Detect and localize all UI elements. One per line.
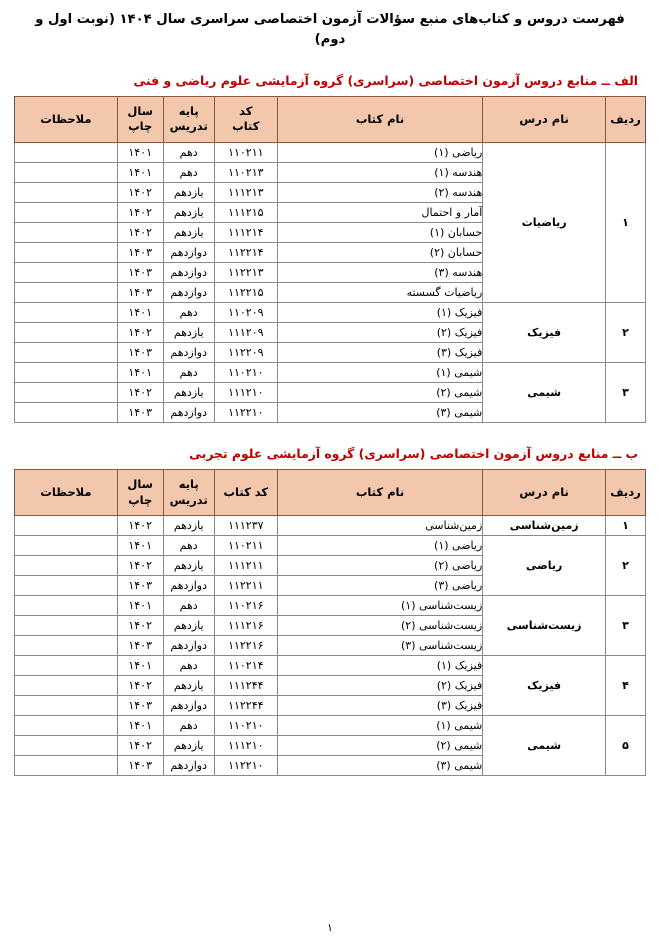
cell-book-name: هندسه (۳) bbox=[277, 262, 483, 282]
cell-book-code: ۱۱۱۲۰۹ bbox=[214, 322, 277, 342]
section-a bbox=[0, 72, 660, 423]
cell-notes bbox=[15, 262, 118, 282]
cell-print-year: ۱۴۰۱ bbox=[117, 656, 163, 676]
cell-print-year: ۱۴۰۳ bbox=[117, 636, 163, 656]
cell-book-name: زیست‌شناسی (۳) bbox=[277, 636, 483, 656]
column-header-radif: ردیف bbox=[606, 470, 646, 516]
cell-notes bbox=[15, 716, 118, 736]
cell-book-name: ریاضیات گسسته bbox=[277, 282, 483, 302]
cell-notes bbox=[15, 656, 118, 676]
cell-book-name: زیست‌شناسی (۲) bbox=[277, 616, 483, 636]
cell-notes bbox=[15, 596, 118, 616]
column-header-bookname: نام کتاب bbox=[277, 96, 483, 142]
cell-subject-name: ریاضیات bbox=[483, 142, 606, 302]
cell-row-number: ۱ bbox=[606, 142, 646, 302]
table-row bbox=[15, 596, 646, 616]
cell-notes bbox=[15, 322, 118, 342]
cell-book-code: ۱۱۱۲۴۴ bbox=[214, 676, 277, 696]
cell-notes bbox=[15, 736, 118, 756]
cell-print-year: ۱۴۰۲ bbox=[117, 616, 163, 636]
cell-grade-level: یازدهم bbox=[163, 516, 214, 536]
cell-row-number: ۲ bbox=[606, 536, 646, 596]
cell-book-name: هندسه (۲) bbox=[277, 182, 483, 202]
cell-book-code: ۱۱۱۲۳۷ bbox=[214, 516, 277, 536]
cell-book-name: فیزیک (۲) bbox=[277, 676, 483, 696]
cell-print-year: ۱۴۰۳ bbox=[117, 696, 163, 716]
cell-grade-level: یازدهم bbox=[163, 676, 214, 696]
table-row bbox=[15, 716, 646, 736]
cell-grade-level: دهم bbox=[163, 142, 214, 162]
cell-book-name: شیمی (۲) bbox=[277, 382, 483, 402]
cell-print-year: ۱۴۰۳ bbox=[117, 756, 163, 776]
cell-notes bbox=[15, 536, 118, 556]
cell-notes bbox=[15, 162, 118, 182]
cell-print-year: ۱۴۰۳ bbox=[117, 402, 163, 422]
cell-row-number: ۵ bbox=[606, 716, 646, 776]
column-header-salchap bbox=[117, 470, 163, 516]
cell-row-number: ۳ bbox=[606, 596, 646, 656]
cell-row-number: ۱ bbox=[606, 516, 646, 536]
cell-print-year: ۱۴۰۲ bbox=[117, 676, 163, 696]
cell-subject-name: زمین‌شناسی bbox=[483, 516, 606, 536]
section-b-table-wrapper bbox=[0, 469, 660, 776]
cell-grade-level: یازدهم bbox=[163, 322, 214, 342]
column-header-radif: ردیف bbox=[606, 96, 646, 142]
cell-book-name: آمار و احتمال bbox=[277, 202, 483, 222]
cell-subject-name: زیست‌شناسی bbox=[483, 596, 606, 656]
column-header-darsname: نام درس bbox=[483, 470, 606, 516]
cell-print-year: ۱۴۰۱ bbox=[117, 596, 163, 616]
cell-book-name: حسابان (۱) bbox=[277, 222, 483, 242]
column-header-bookname: نام کتاب bbox=[277, 470, 483, 516]
cell-print-year: ۱۴۰۱ bbox=[117, 302, 163, 322]
cell-subject-name: فیزیک bbox=[483, 302, 606, 362]
table-body-math bbox=[15, 142, 646, 422]
cell-book-code: ۱۱۲۲۱۵ bbox=[214, 282, 277, 302]
cell-book-name: فیزیک (۳) bbox=[277, 342, 483, 362]
cell-book-name: ریاضی (۱) bbox=[277, 142, 483, 162]
section-b-heading: ب ــ منابع دروس آزمون اختصاصی (سراسری) گروه آزمایشی علوم تجربی bbox=[189, 445, 638, 461]
cell-grade-level: دوازدهم bbox=[163, 636, 214, 656]
column-header-darsname: نام درس bbox=[483, 96, 606, 142]
cell-book-code: ۱۱۱۲۱۱ bbox=[214, 556, 277, 576]
cell-print-year: ۱۴۰۱ bbox=[117, 362, 163, 382]
cell-book-name: شیمی (۳) bbox=[277, 402, 483, 422]
cell-grade-level: دهم bbox=[163, 162, 214, 182]
table-row bbox=[15, 656, 646, 676]
cell-notes bbox=[15, 516, 118, 536]
cell-notes bbox=[15, 676, 118, 696]
table-header-row bbox=[15, 96, 646, 142]
cell-book-code: ۱۱۰۲۱۰ bbox=[214, 716, 277, 736]
sources-table-experimental bbox=[14, 469, 646, 776]
cell-book-code: ۱۱۱۲۱۵ bbox=[214, 202, 277, 222]
cell-print-year: ۱۴۰۳ bbox=[117, 262, 163, 282]
cell-grade-level: یازدهم bbox=[163, 556, 214, 576]
cell-notes bbox=[15, 342, 118, 362]
table-header-row bbox=[15, 470, 646, 516]
table-row bbox=[15, 142, 646, 162]
cell-row-number: ۴ bbox=[606, 656, 646, 716]
cell-notes bbox=[15, 182, 118, 202]
column-header-payeh bbox=[163, 96, 214, 142]
cell-book-code: ۱۱۲۲۱۰ bbox=[214, 402, 277, 422]
page-title: فهرست دروس و کتاب‌های منبع سؤالات آزمون اختصاصی سراسری سال ۱۴۰۴ (نوبت اول و دوم) bbox=[35, 12, 625, 47]
column-header-line-1: پایه bbox=[178, 103, 199, 118]
cell-notes bbox=[15, 142, 118, 162]
cell-grade-level: دهم bbox=[163, 302, 214, 322]
cell-notes bbox=[15, 696, 118, 716]
cell-grade-level: یازدهم bbox=[163, 736, 214, 756]
column-header-line-1: سال bbox=[127, 103, 153, 118]
cell-grade-level: دهم bbox=[163, 656, 214, 676]
column-header-line-1: پایه bbox=[178, 477, 199, 492]
cell-grade-level: دهم bbox=[163, 716, 214, 736]
cell-book-name: شیمی (۱) bbox=[277, 362, 483, 382]
cell-notes bbox=[15, 382, 118, 402]
cell-notes bbox=[15, 242, 118, 262]
column-header-salchap bbox=[117, 96, 163, 142]
cell-book-code: ۱۱۱۲۱۰ bbox=[214, 382, 277, 402]
cell-print-year: ۱۴۰۱ bbox=[117, 162, 163, 182]
cell-grade-level: یازدهم bbox=[163, 616, 214, 636]
cell-grade-level: دوازدهم bbox=[163, 756, 214, 776]
cell-book-name: فیزیک (۳) bbox=[277, 696, 483, 716]
table-header-experimental bbox=[15, 470, 646, 516]
cell-grade-level: دوازدهم bbox=[163, 282, 214, 302]
cell-grade-level: دهم bbox=[163, 362, 214, 382]
cell-book-code: ۱۱۰۲۰۹ bbox=[214, 302, 277, 322]
column-header-line-2: کتاب bbox=[232, 119, 260, 134]
cell-row-number: ۳ bbox=[606, 362, 646, 422]
cell-print-year: ۱۴۰۳ bbox=[117, 342, 163, 362]
cell-grade-level: یازدهم bbox=[163, 182, 214, 202]
cell-book-code: ۱۱۰۲۱۱ bbox=[214, 536, 277, 556]
cell-notes bbox=[15, 282, 118, 302]
column-header-molahez: ملاحظات bbox=[15, 470, 118, 516]
cell-print-year: ۱۴۰۳ bbox=[117, 242, 163, 262]
cell-print-year: ۱۴۰۲ bbox=[117, 222, 163, 242]
cell-notes bbox=[15, 556, 118, 576]
cell-subject-name: شیمی bbox=[483, 362, 606, 422]
cell-book-name: هندسه (۱) bbox=[277, 162, 483, 182]
cell-book-code: ۱۱۲۲۴۴ bbox=[214, 696, 277, 716]
cell-grade-level: دهم bbox=[163, 596, 214, 616]
cell-print-year: ۱۴۰۳ bbox=[117, 576, 163, 596]
cell-grade-level: دوازدهم bbox=[163, 576, 214, 596]
table-row bbox=[15, 362, 646, 382]
column-header-line-2: تدریس bbox=[169, 119, 208, 134]
cell-grade-level: دوازدهم bbox=[163, 696, 214, 716]
cell-book-code: ۱۱۲۲۱۱ bbox=[214, 576, 277, 596]
sources-table-math bbox=[14, 96, 646, 423]
cell-book-code: ۱۱۰۲۱۶ bbox=[214, 596, 277, 616]
cell-print-year: ۱۴۰۱ bbox=[117, 142, 163, 162]
cell-print-year: ۱۴۰۲ bbox=[117, 736, 163, 756]
table-body-experimental bbox=[15, 516, 646, 776]
cell-book-code: ۱۱۰۲۱۳ bbox=[214, 162, 277, 182]
table-header-math bbox=[15, 96, 646, 142]
cell-book-name: فیزیک (۱) bbox=[277, 656, 483, 676]
cell-notes bbox=[15, 202, 118, 222]
column-header-line-2: چاپ bbox=[128, 492, 153, 507]
cell-book-code: ۱۱۱۲۱۰ bbox=[214, 736, 277, 756]
page-number: ۱ bbox=[327, 922, 333, 934]
cell-grade-level: یازدهم bbox=[163, 202, 214, 222]
cell-book-name: زیست‌شناسی (۱) bbox=[277, 596, 483, 616]
cell-book-code: ۱۱۰۲۱۴ bbox=[214, 656, 277, 676]
cell-print-year: ۱۴۰۲ bbox=[117, 202, 163, 222]
cell-print-year: ۱۴۰۲ bbox=[117, 556, 163, 576]
cell-book-code: ۱۱۱۲۱۶ bbox=[214, 616, 277, 636]
section-b bbox=[0, 445, 660, 776]
column-header-line-2: تدریس bbox=[169, 492, 208, 507]
cell-subject-name: شیمی bbox=[483, 716, 606, 776]
cell-book-code: ۱۱۰۲۱۱ bbox=[214, 142, 277, 162]
cell-book-code: ۱۱۲۲۱۳ bbox=[214, 262, 277, 282]
column-header-bookcode bbox=[214, 96, 277, 142]
cell-notes bbox=[15, 402, 118, 422]
cell-grade-level: دوازدهم bbox=[163, 262, 214, 282]
column-header-line-2: چاپ bbox=[128, 119, 153, 134]
cell-book-code: ۱۱۲۲۱۰ bbox=[214, 756, 277, 776]
cell-book-code: ۱۱۱۲۱۳ bbox=[214, 182, 277, 202]
cell-book-name: ریاضی (۳) bbox=[277, 576, 483, 596]
cell-book-name: شیمی (۲) bbox=[277, 736, 483, 756]
cell-book-name: فیزیک (۱) bbox=[277, 302, 483, 322]
cell-grade-level: یازدهم bbox=[163, 382, 214, 402]
cell-subject-name: فیزیک bbox=[483, 656, 606, 716]
column-header-line-1: کد bbox=[239, 103, 253, 118]
cell-book-name: حسابان (۲) bbox=[277, 242, 483, 262]
cell-book-name: فیزیک (۲) bbox=[277, 322, 483, 342]
cell-book-name: شیمی (۳) bbox=[277, 756, 483, 776]
cell-grade-level: دوازدهم bbox=[163, 342, 214, 362]
cell-book-name: ریاضی (۱) bbox=[277, 536, 483, 556]
cell-grade-level: دهم bbox=[163, 536, 214, 556]
cell-book-code: ۱۱۲۲۱۶ bbox=[214, 636, 277, 656]
cell-print-year: ۱۴۰۲ bbox=[117, 322, 163, 342]
table-row bbox=[15, 516, 646, 536]
cell-book-code: ۱۱۰۲۱۰ bbox=[214, 362, 277, 382]
cell-print-year: ۱۴۰۲ bbox=[117, 182, 163, 202]
cell-notes bbox=[15, 362, 118, 382]
column-header-payeh bbox=[163, 470, 214, 516]
cell-book-code: ۱۱۱۲۱۴ bbox=[214, 222, 277, 242]
cell-grade-level: یازدهم bbox=[163, 222, 214, 242]
cell-print-year: ۱۴۰۱ bbox=[117, 536, 163, 556]
cell-book-name: ریاضی (۲) bbox=[277, 556, 483, 576]
table-row bbox=[15, 536, 646, 556]
column-header-molahez: ملاحظات bbox=[15, 96, 118, 142]
cell-book-name: شیمی (۱) bbox=[277, 716, 483, 736]
section-a-table-wrapper bbox=[0, 96, 660, 423]
cell-notes bbox=[15, 222, 118, 242]
cell-notes bbox=[15, 576, 118, 596]
cell-notes bbox=[15, 756, 118, 776]
cell-print-year: ۱۴۰۳ bbox=[117, 282, 163, 302]
cell-grade-level: دوازدهم bbox=[163, 402, 214, 422]
table-row bbox=[15, 302, 646, 322]
section-a-heading: الف ــ منابع دروس آزمون اختصاصی (سراسری) گروه آزمایشی علوم ریاضی و فنی bbox=[133, 72, 638, 88]
cell-subject-name: ریاضی bbox=[483, 536, 606, 596]
cell-row-number: ۲ bbox=[606, 302, 646, 362]
cell-notes bbox=[15, 302, 118, 322]
cell-book-code: ۱۱۲۲۰۹ bbox=[214, 342, 277, 362]
cell-book-name: زمین‌شناسی bbox=[277, 516, 483, 536]
column-header-bookcode: کد کتاب bbox=[214, 470, 277, 516]
cell-print-year: ۱۴۰۲ bbox=[117, 382, 163, 402]
cell-book-code: ۱۱۲۲۱۴ bbox=[214, 242, 277, 262]
column-header-line-1: سال bbox=[127, 477, 153, 492]
cell-grade-level: دوازدهم bbox=[163, 242, 214, 262]
cell-notes bbox=[15, 636, 118, 656]
cell-print-year: ۱۴۰۲ bbox=[117, 516, 163, 536]
cell-print-year: ۱۴۰۱ bbox=[117, 716, 163, 736]
cell-notes bbox=[15, 616, 118, 636]
